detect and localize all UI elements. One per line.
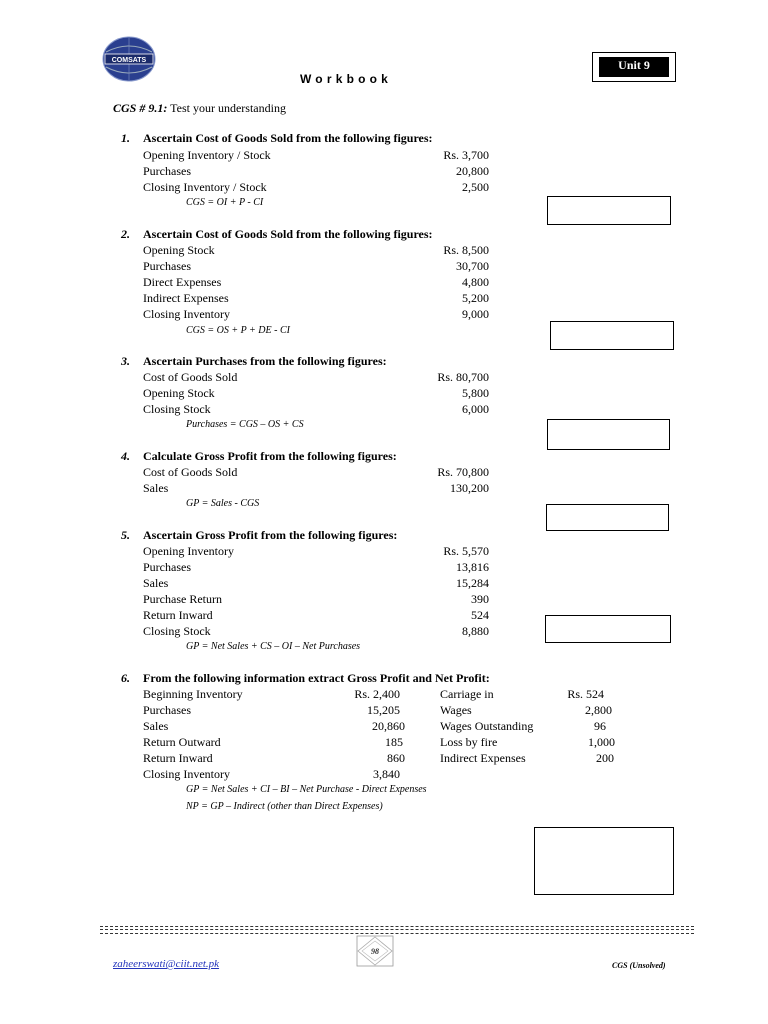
footer-divider xyxy=(100,933,694,934)
answer-box[interactable] xyxy=(547,419,670,450)
footer-divider xyxy=(100,929,694,930)
item-label: Closing Inventory / Stock xyxy=(143,180,267,194)
page-number-badge xyxy=(356,935,394,967)
item-label: Opening Stock xyxy=(143,243,215,257)
item-value: 524 xyxy=(471,608,489,622)
item-label: Closing Stock xyxy=(143,624,211,638)
answer-box[interactable] xyxy=(534,827,674,895)
item-value: 3,840 xyxy=(373,767,400,781)
comsats-logo xyxy=(102,36,156,82)
item-value: Rs. 5,570 xyxy=(443,544,489,558)
item-label: Return Outward xyxy=(143,735,221,749)
item-label: Loss by fire xyxy=(440,735,498,749)
page-title: Workbook xyxy=(300,72,393,86)
item-value: 9,000 xyxy=(462,307,489,321)
intro-line xyxy=(113,101,286,116)
item-label: Purchases xyxy=(143,164,191,178)
item-label: Purchases xyxy=(143,560,191,574)
item-label: Return Inward xyxy=(143,751,213,765)
item-value: 200 xyxy=(596,751,614,765)
answer-box[interactable] xyxy=(550,321,674,350)
intro-text: Test your understanding xyxy=(170,101,286,115)
unit-label: Unit 9 xyxy=(599,57,669,77)
item-value: 30,700 xyxy=(456,259,489,273)
footer-divider xyxy=(100,926,694,927)
formula: Purchases = CGS – OS + CS xyxy=(186,419,304,430)
item-value: 20,860 xyxy=(372,719,405,733)
item-value: 15,284 xyxy=(456,576,489,590)
question-heading: Ascertain Gross Profit from the following figures: xyxy=(143,528,398,542)
item-label: Purchase Return xyxy=(143,592,222,606)
item-label: Direct Expenses xyxy=(143,275,222,289)
question-number: 6. xyxy=(121,671,130,685)
author-email-link[interactable]: zaheerswati@ciit.net.pk xyxy=(113,958,220,970)
item-value: 6,000 xyxy=(462,402,489,416)
item-value: 5,800 xyxy=(462,386,489,400)
item-label: Opening Inventory xyxy=(143,544,234,558)
answer-box[interactable] xyxy=(547,196,671,225)
formula: GP = Net Sales + CI – BI – Net Purchase - Direct Expenses xyxy=(186,784,427,795)
formula: GP = Sales - CGS xyxy=(186,498,260,509)
item-value: Rs. 3,700 xyxy=(443,148,489,162)
item-label: Sales xyxy=(143,481,169,495)
question-heading: Calculate Gross Profit from the following figures: xyxy=(143,449,397,463)
formula: GP = Net Sales + CS – OI – Net Purchases xyxy=(186,641,361,652)
unit-badge xyxy=(592,52,676,82)
item-label: Cost of Goods Sold xyxy=(143,370,238,384)
item-value: 390 xyxy=(471,592,489,606)
item-value: Rs. 8,500 xyxy=(443,243,489,257)
question-heading: Ascertain Cost of Goods Sold from the following figures: xyxy=(143,227,433,241)
item-label: Indirect Expenses xyxy=(440,751,526,765)
logo-wordmark: COMSATS xyxy=(111,57,147,64)
item-value: 130,200 xyxy=(450,481,489,495)
item-value: 1,000 xyxy=(588,735,615,749)
item-value: 2,800 xyxy=(585,703,612,717)
question-number: 4. xyxy=(121,449,130,463)
item-value: 185 xyxy=(385,735,403,749)
item-label: Sales xyxy=(143,719,169,733)
item-label: Closing Inventory xyxy=(143,307,230,321)
item-label: Purchases xyxy=(143,703,191,717)
item-label: Wages xyxy=(440,703,472,717)
question-heading: Ascertain Cost of Goods Sold from the following figures: xyxy=(143,131,433,145)
item-label: Carriage in xyxy=(440,687,494,701)
item-value: Rs. 2,400 xyxy=(354,687,400,701)
item-value: 96 xyxy=(594,719,606,733)
item-label: Cost of Goods Sold xyxy=(143,465,238,479)
item-label: Closing Inventory xyxy=(143,767,230,781)
item-value: 13,816 xyxy=(456,560,489,574)
question-number: 2. xyxy=(121,227,130,241)
question-number: 3. xyxy=(121,354,130,368)
item-value: 4,800 xyxy=(462,275,489,289)
section-label: CGS (Unsolved) xyxy=(612,961,666,970)
item-value: 860 xyxy=(387,751,405,765)
item-label: Indirect Expenses xyxy=(143,291,229,305)
item-label: Sales xyxy=(143,576,169,590)
answer-box[interactable] xyxy=(546,504,669,531)
item-value: Rs. 80,700 xyxy=(437,370,489,384)
item-value: 5,200 xyxy=(462,291,489,305)
answer-box[interactable] xyxy=(545,615,671,643)
question-heading: From the following information extract Gross Profit and Net Profit: xyxy=(143,671,490,685)
item-label: Purchases xyxy=(143,259,191,273)
item-label: Closing Stock xyxy=(143,402,211,416)
item-value: Rs. 524 xyxy=(567,687,604,701)
question-number: 5. xyxy=(121,528,130,542)
formula: CGS = OS + P + DE - CI xyxy=(186,325,290,336)
item-value: 15,205 xyxy=(367,703,400,717)
item-label: Opening Stock xyxy=(143,386,215,400)
intro-code: CGS # 9.1: xyxy=(113,101,168,115)
item-value: 2,500 xyxy=(462,180,489,194)
item-label: Beginning Inventory xyxy=(143,687,243,701)
question-number: 1. xyxy=(121,131,130,145)
item-value: Rs. 70,800 xyxy=(437,465,489,479)
formula: NP = GP – Indirect (other than Direct Expenses) xyxy=(186,801,383,812)
item-value: 8,880 xyxy=(462,624,489,638)
page-number: 98 xyxy=(371,947,379,956)
item-value: 20,800 xyxy=(456,164,489,178)
item-label: Opening Inventory / Stock xyxy=(143,148,271,162)
question-heading: Ascertain Purchases from the following figures: xyxy=(143,354,387,368)
item-label: Return Inward xyxy=(143,608,213,622)
formula: CGS = OI + P - CI xyxy=(186,197,264,208)
item-label: Wages Outstanding xyxy=(440,719,534,733)
